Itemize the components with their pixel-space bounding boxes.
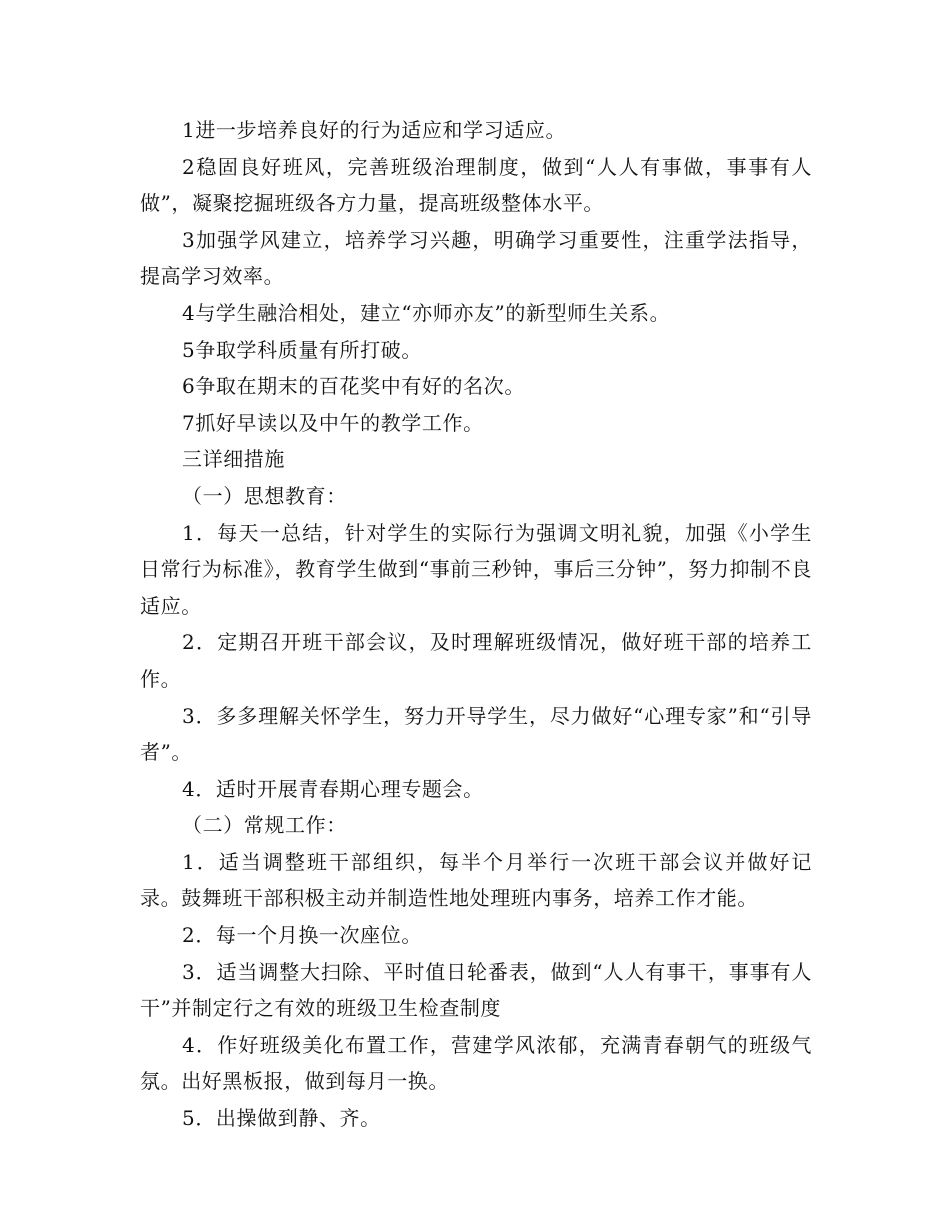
goal-paragraph-2: 2稳固良好班风，完善班级治理制度，做到“人人有事做，事事有人做”，凝聚挖掘班级各方力量，提高班级整体水平。: [140, 154, 812, 216]
routine-item-5: 5．出操做到静、齐。: [182, 1106, 381, 1131]
goal-paragraph-7: 7抓好早读以及中午的教学工作。: [182, 410, 484, 435]
ideology-item-2: 2．定期召开班干部会议，及时理解班级情况，做好班干部的培养工作。: [140, 630, 812, 691]
routine-item-1: 1．适当调整班干部组织，每半个月举行一次班干部会议并做好记录。鼓舞班干部积极主动并制造性地处理班内事务，培养工作才能。: [140, 849, 812, 911]
goal-paragraph-1: 1进一步培养良好的行为适应和学习适应。: [182, 118, 567, 142]
subsection-heading-routine: （二）常规工作：: [182, 813, 347, 838]
goal-paragraph-6: 6争取在期末的百花奖中有好的名次。: [182, 374, 525, 399]
document-page: [140, 112, 812, 1137]
routine-item-4: 4．作好班级美化布置工作，营建学风浓郁，充满青春朝气的班级气氛。出好黑板报，做到每月一换。: [140, 1032, 812, 1094]
ideology-item-1: 1．每天一总结，针对学生的实际行为强调文明礼貌，加强《小学生日常行为标准》，教育学生做到“事前三秒钟，事后三分钟”，努力抑制不良适应。: [140, 520, 812, 618]
routine-item-2: 2．每一个月换一次座位。: [182, 923, 422, 948]
routine-item-3: 3．适当调整大扫除、平时值日轮番表，做到“人人有事干，事事有人干”并制定行之有效的班级卫生检查制度: [140, 959, 812, 1021]
ideology-item-4: 4．适时开展青春期心理专题会。: [182, 776, 484, 801]
goal-paragraph-4: 4与学生融洽相处，建立“亦师亦友”的新型师生关系。: [182, 300, 671, 325]
ideology-item-3: 3．多多理解关怀学生，努力开导学生，尽力做好“心理专家”和“引导者”。: [140, 703, 812, 765]
subsection-heading-ideology: （一）思想教育：: [182, 483, 347, 508]
section-heading-measures: 三详细措施: [182, 447, 285, 472]
goal-paragraph-3: 3加强学风建立，培养学习兴趣，明确学习重要性，注重学法指导，提高学习效率。: [140, 227, 812, 289]
goal-paragraph-5: 5争取学科质量有所打破。: [182, 337, 422, 362]
